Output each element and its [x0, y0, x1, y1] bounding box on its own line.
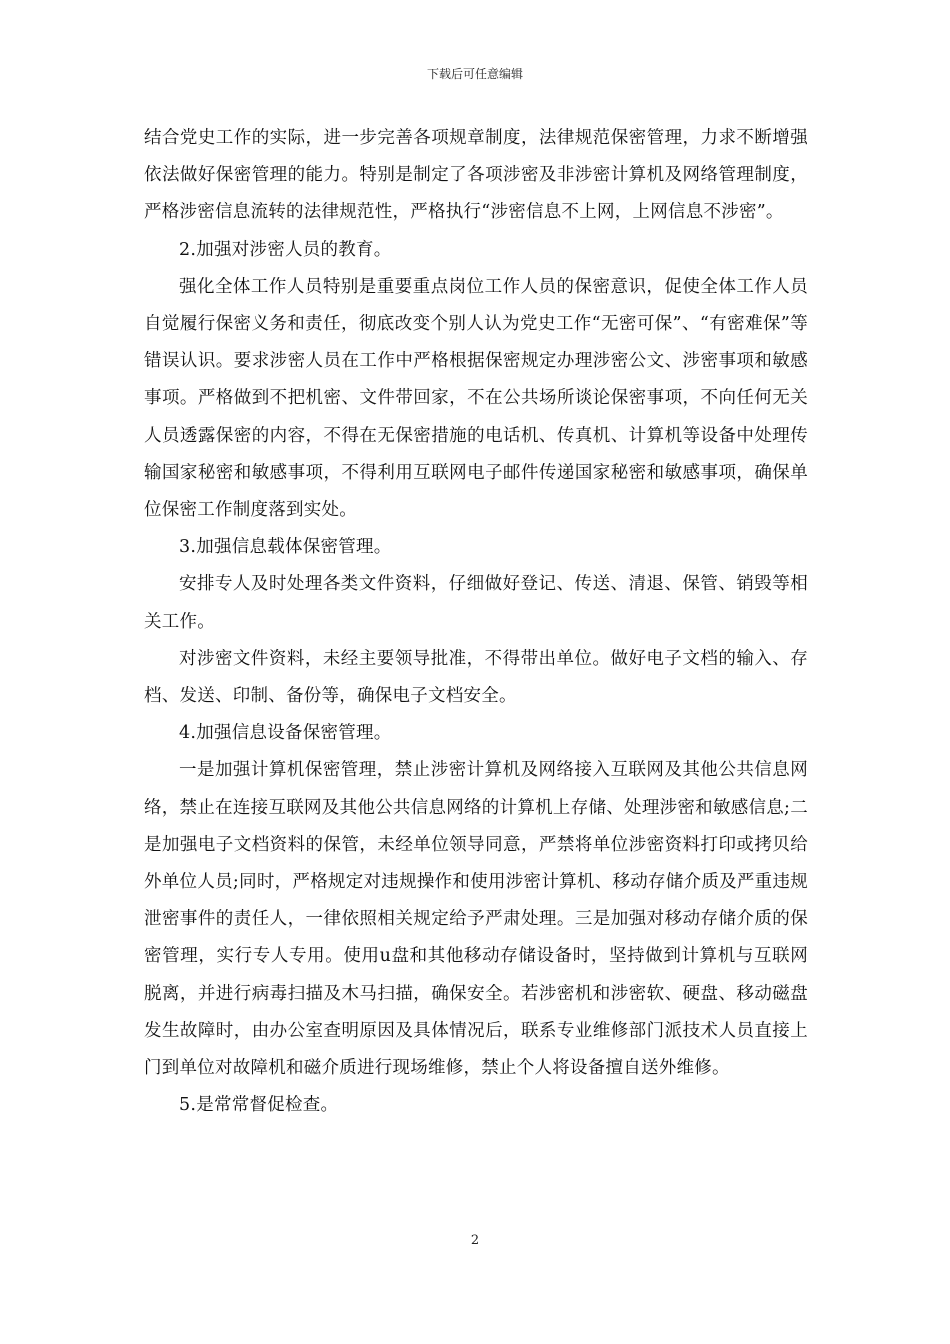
paragraph: 结合党史工作的实际，进一步完善各项规章制度，法律规范保密管理，力求不断增强依法做好保密管理的能力。特别是制定了各项涉密及非涉密计算机及网络管理制度，严格涉密信息流转的法律规范性，严格执行“涉密信息不上网，上网信息不涉密”。: [144, 128, 808, 223]
section-heading: 2.加强对涉密人员的教育。: [179, 239, 392, 260]
section-heading: 3.加强信息载体保密管理。: [179, 537, 392, 558]
paragraph: 对涉密文件资料，未经主要领导批准，不得带出单位。做好电子文档的输入、存档、发送、印制、备份等，确保电子文档安全。: [144, 648, 808, 707]
paragraph: 一是加强计算机保密管理，禁止涉密计算机及网络接入互联网及其他公共信息网络，禁止在连接互联网及其他公共信息网络的计算机上存储、处理涉密和敏感信息;二是加强电子文档资料的保管，未经单位领导同意，严禁将单位涉密资料打印或拷贝给外单位人员;同时，严格规定对违规操作和使用涉密计算机、移动存储介质及严重违规泄密事件的责任人，一律依照相关规定给予严肃处理。三是加强对移动存储介质的保密管理，实行专人专用。使用u盘和其他移动存储设备时，坚持做到计算机与互联网脱离，并进行病毒扫描及木马扫描，确保安全。若涉密机和涉密软、硬盘、移动磁盘发生故障时，由办公室查明原因及具体情况后，联系专业维修部门派技术人员直接上门到单位对故障机和磁介质进行现场维修，禁止个人将设备擅自送外维修。: [144, 760, 808, 1079]
paragraph: 强化全体工作人员特别是重要重点岗位工作人员的保密意识，促使全体工作人员自觉履行保密义务和责任，彻底改变个别人认为党史工作“无密可保”、“有密难保”等错误认识。要求涉密人员在工作中严格根据保密规定办理涉密公文、涉密事项和敏感事项。严格做到不把机密、文件带回家，不在公共场所谈论保密事项，不向任何无关人员透露保密的内容，不得在无保密措施的电话机、传真机、计算机等设备中处理传输国家秘密和敏感事项，不得利用互联网电子邮件传递国家秘密和敏感事项，确保单位保密工作制度落到实处。: [144, 276, 808, 521]
page-header: 下载后可任意编辑: [426, 67, 523, 81]
paragraph: 安排专人及时处理各类文件资料，仔细做好登记、传送、清退、保管、销毁等相关工作。: [144, 574, 808, 632]
section-heading: 5.是常常督促检查。: [179, 1095, 339, 1116]
page-number: 2: [470, 1233, 480, 1248]
section-heading: 4.加强信息设备保密管理。: [179, 723, 392, 744]
document-body: [144, 120, 808, 1124]
